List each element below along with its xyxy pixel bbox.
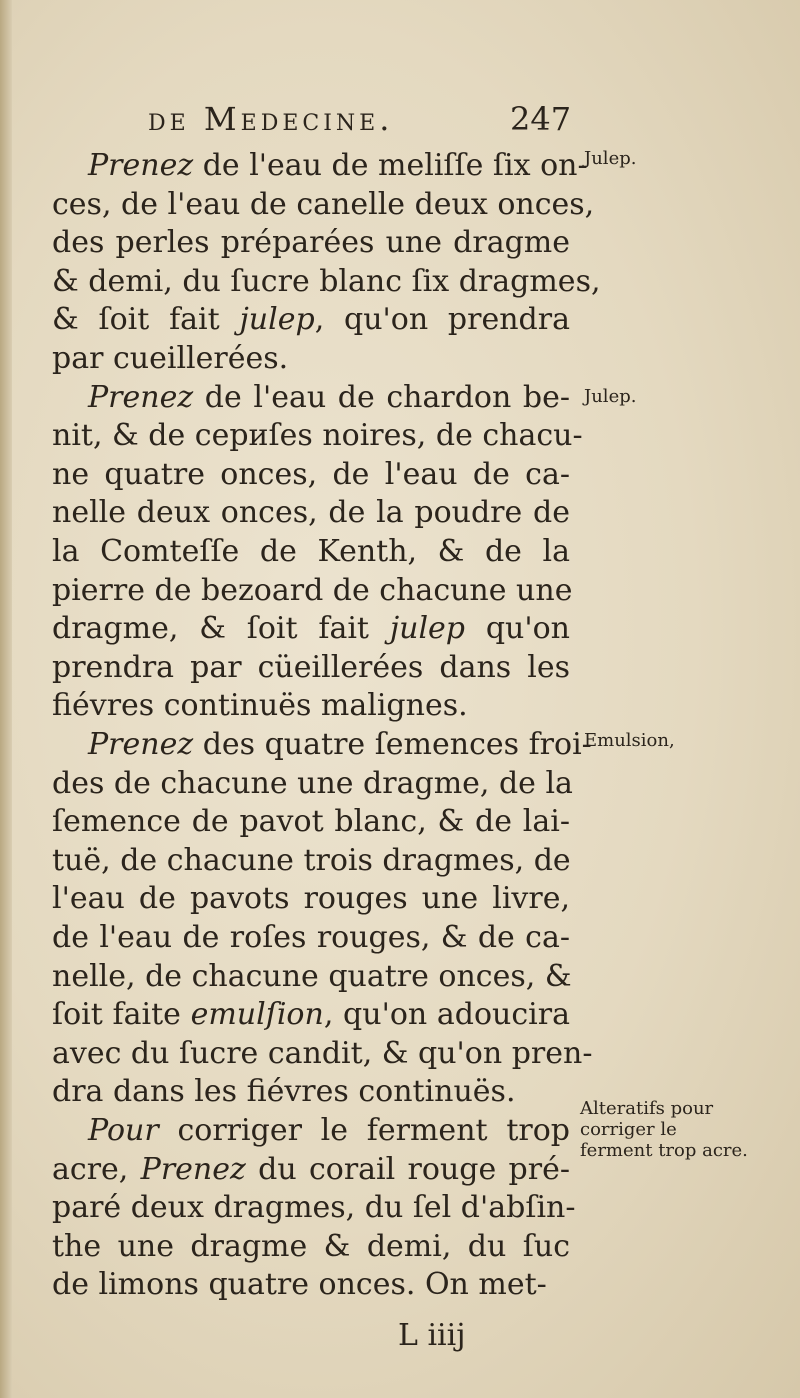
text-line	[52, 918, 570, 958]
margin-note-emulsion: Emulsion,	[584, 730, 675, 751]
text-run: fiévres continuës malignes.	[52, 688, 468, 724]
text-run: ne quatre onces, de l'eau de ca-	[52, 456, 570, 492]
text-line	[52, 1265, 570, 1305]
text-run: dra dans les fiévres continuës.	[52, 1074, 516, 1110]
text-run: nelle deux onces, de la poudre de	[52, 495, 570, 531]
text-run: nit, & de cериſes noires, de chacu-	[52, 418, 583, 454]
text-run: dragme, & ſoit fait	[52, 611, 390, 647]
text-line	[88, 146, 588, 186]
text-line	[52, 300, 570, 340]
italic-word: Prenez	[88, 379, 194, 415]
text-line	[52, 1227, 570, 1267]
text-run: pierre de bezoard de chacune une	[52, 572, 573, 608]
text-run: l'eau de pavots rouges une livre,	[52, 881, 570, 917]
italic-word: julep	[389, 611, 466, 647]
text-line	[52, 957, 570, 997]
text-run: , qu'on adoucira	[323, 997, 570, 1033]
text-line	[52, 686, 570, 726]
text-run: ces, de l'eau de canelle deux onces,	[52, 186, 595, 222]
text-line	[52, 1034, 593, 1074]
italic-word: Prenez	[88, 727, 194, 762]
text-run: de l'eau de meliſſe ſix on-	[193, 148, 588, 183]
text-run: acre,	[52, 1151, 141, 1187]
margin-note-alteratifs: Alteratifs pour corriger le ferment trop acre.	[580, 1098, 748, 1161]
text-line	[88, 1111, 570, 1151]
text-line	[88, 378, 570, 418]
text-line	[52, 1188, 576, 1228]
text-line	[52, 802, 570, 842]
text-line	[52, 339, 570, 379]
italic-word: Prenez	[140, 1151, 246, 1187]
text-run: tuë, de chacune trois dragmes, de	[52, 842, 571, 878]
italic-word: julep	[239, 302, 315, 338]
page-gutter	[0, 0, 12, 1398]
text-run: du corail rouge pré-	[245, 1151, 570, 1187]
text-run: paré deux dragmes, du ſel d'abſin-	[52, 1190, 576, 1226]
text-run: de l'eau de chardon be-	[193, 379, 570, 415]
text-run: corriger le ferment trop	[158, 1113, 570, 1148]
text-line	[88, 725, 592, 765]
text-run: de l'eau de roſes rouges, & de ca-	[52, 920, 570, 955]
page-number: 247	[510, 100, 572, 138]
text-line	[52, 493, 570, 533]
text-line	[52, 995, 570, 1035]
text-run: & ſoit fait	[52, 302, 240, 338]
text-line	[52, 879, 570, 919]
text-line	[52, 416, 583, 456]
text-run: de limons quatre onces. On met-	[52, 1267, 547, 1303]
text-line	[52, 648, 570, 688]
text-run: ſoit faite	[52, 997, 191, 1033]
text-line	[52, 262, 601, 302]
text-line	[52, 609, 570, 649]
margin-note-julep-1: Julep.	[584, 148, 637, 169]
text-run: , qu'on prendra	[314, 302, 570, 338]
running-title: de Medecine.	[148, 100, 394, 138]
text-line	[52, 223, 570, 263]
text-run: ſemence de pavot blanc, & de lai-	[52, 804, 570, 840]
margin-note-julep-2: Julep.	[584, 386, 637, 407]
text-line	[52, 532, 570, 572]
text-run: la Comteſſe de Kenth, & de la	[52, 534, 570, 569]
text-run: des quatre ſemences froi-	[193, 727, 592, 762]
italic-word: emulſion	[190, 997, 324, 1033]
italic-word: Prenez	[88, 148, 194, 183]
text-run: nelle, de chacune quatre onces, &	[52, 958, 572, 994]
text-line	[52, 1150, 570, 1190]
text-run: avec du ſucre candit, & qu'on pren-	[52, 1035, 593, 1071]
text-line	[52, 571, 573, 611]
signature-mark: L iiij	[398, 1318, 466, 1353]
text-run: des de chacune une dragme, de la	[52, 765, 573, 801]
text-run: & demi, du ſucre blanc ſix dragmes,	[52, 263, 601, 299]
page-header	[148, 100, 588, 144]
text-line	[52, 455, 570, 495]
text-run: the une dragme & demi, du ſuc	[52, 1228, 570, 1264]
text-run: des perles préparées une dragme	[52, 225, 570, 261]
text-line	[52, 1072, 570, 1112]
text-run: prendra par cüeillerées dans les	[52, 649, 570, 685]
text-run: qu'on	[465, 611, 570, 647]
text-line	[52, 185, 595, 225]
text-line	[52, 764, 573, 804]
text-run: par cueillerées.	[52, 341, 289, 376]
italic-word: Pour	[88, 1113, 159, 1148]
text-line	[52, 841, 570, 881]
